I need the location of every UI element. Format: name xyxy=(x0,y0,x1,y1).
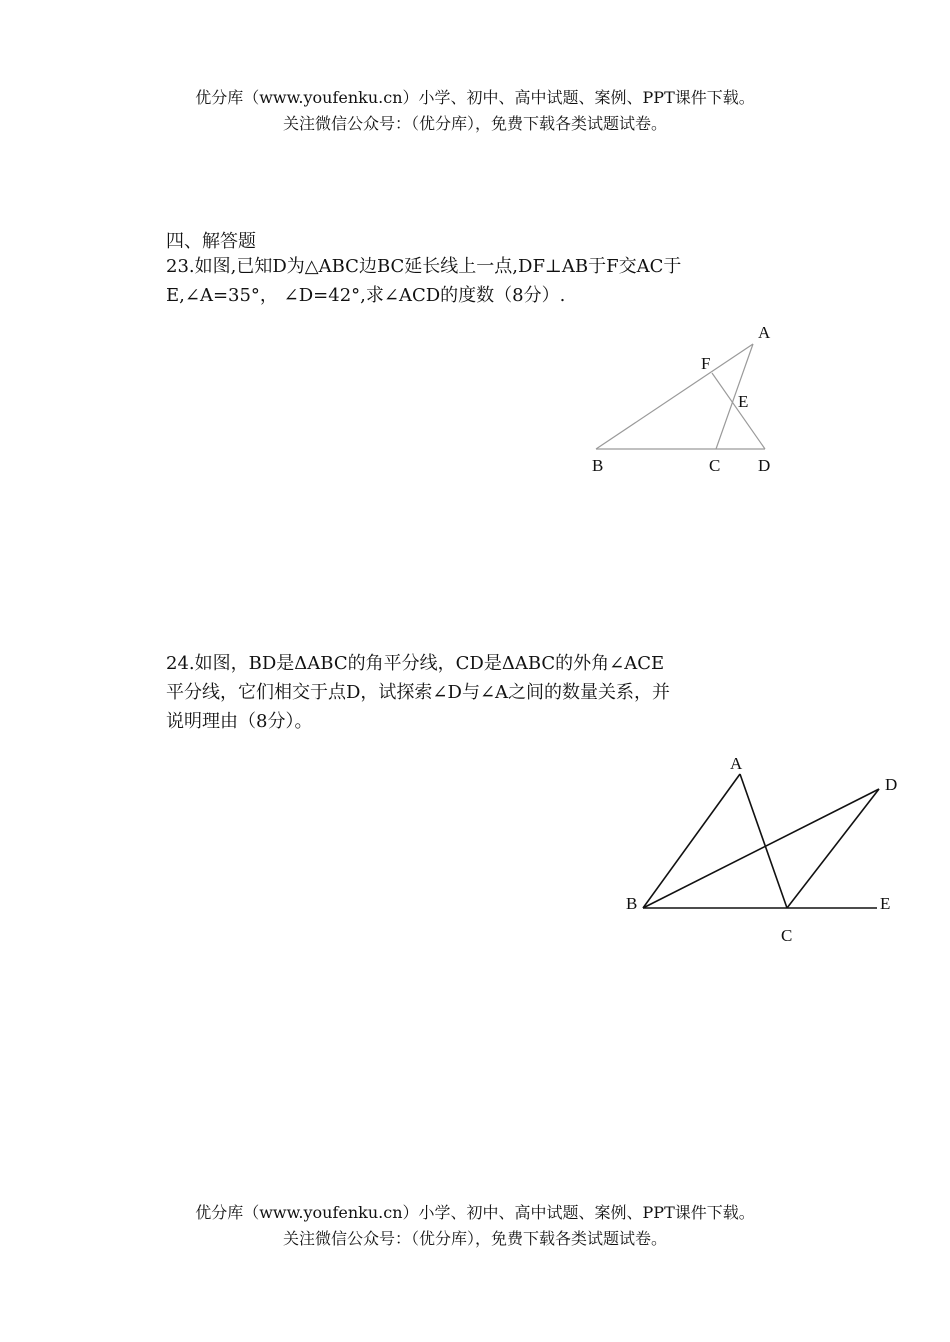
fig23-label-f: F xyxy=(701,354,711,373)
fig24-label-e: E xyxy=(880,894,891,913)
problem-24-line-2: 平分线，它们相交于点D，试探索∠D与∠A之间的数量关系，并 xyxy=(166,682,671,703)
problem-23-line-1: 23.如图,已知D为△ABC边BC延长线上一点,DF⊥AB于F交AC于 xyxy=(166,256,682,277)
page-footer xyxy=(0,1200,950,1252)
fig23-label-c: C xyxy=(709,456,721,475)
fig23-segment-ba xyxy=(596,344,753,449)
fig24-segment-bd xyxy=(643,789,879,908)
section-title: 四、解答题 xyxy=(166,231,256,252)
fig24-label-b: B xyxy=(626,894,638,913)
fig24-segment-cd xyxy=(787,789,879,908)
fig23-label-a: A xyxy=(758,323,771,342)
figure-24 xyxy=(643,774,879,908)
fig23-label-d: D xyxy=(758,456,771,475)
fig23-label-e: E xyxy=(738,392,749,411)
footer-line-2: 关注微信公众号：（优分库），免费下载各类试题试卷。 xyxy=(282,1229,667,1248)
header-line-2: 关注微信公众号：（优分库），免费下载各类试题试卷。 xyxy=(282,114,667,133)
footer-line-1: 优分库（www.youfenku.cn）小学、初中、高中试题、案例、PPT课件下载。 xyxy=(195,1203,755,1222)
header-line-1: 优分库（www.youfenku.cn）小学、初中、高中试题、案例、PPT课件下载。 xyxy=(195,88,755,107)
fig24-label-d: D xyxy=(885,775,898,794)
problem-24-line-1: 24.如图，BD是ΔABC的角平分线，CD是ΔABC的外角∠ACE xyxy=(166,653,665,674)
fig24-segment-ba xyxy=(643,774,740,908)
fig24-label-a: A xyxy=(730,754,743,773)
fig23-label-b: B xyxy=(592,456,604,475)
fig24-segment-ac xyxy=(740,774,787,908)
problem-23-line-2: E,∠A=35°， ∠D=42°,求∠ACD的度数（8分）. xyxy=(166,285,566,306)
problem-24-line-3: 说明理由（8分）。 xyxy=(166,711,313,732)
fig24-label-c: C xyxy=(781,926,793,945)
